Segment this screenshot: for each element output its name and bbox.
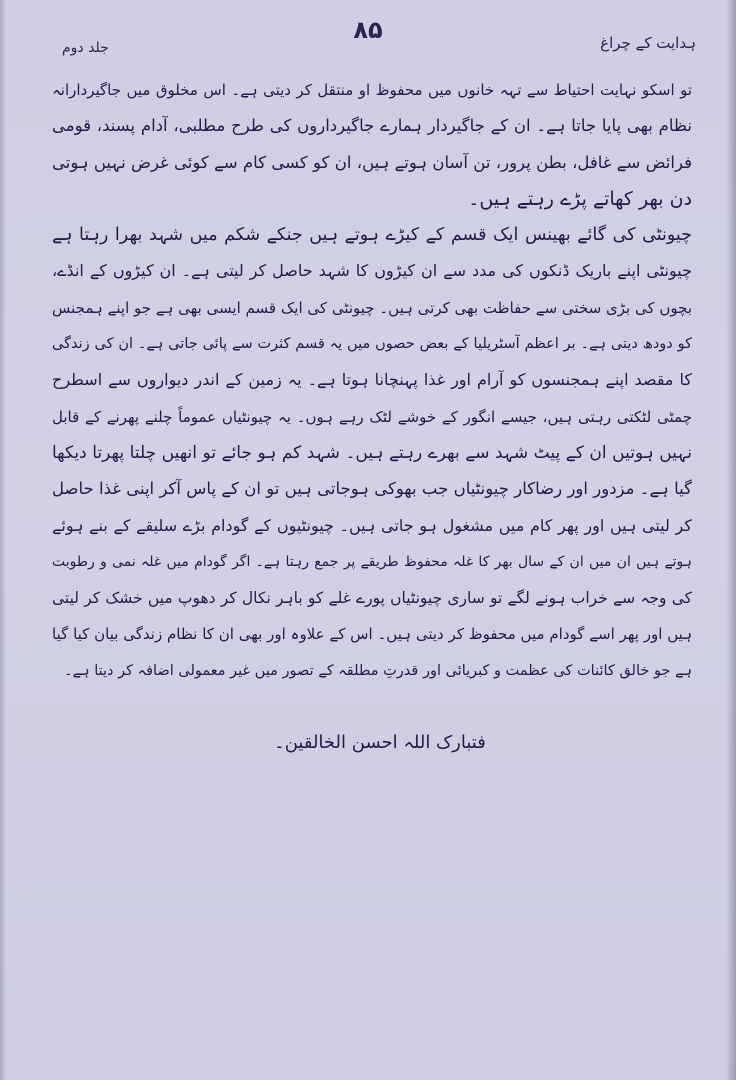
text-line: چیونٹی اپنے باریک ڈنکوں کی مدد سے ان کیڑوں کا شہد حاصل کر لیتی ہے۔ ان کیڑوں کے انڈے،: [52, 261, 692, 281]
text-line: چیونٹی کی گائے بھینس ایک قسم کے کیڑے ہوتے ہیں جنکے شکم میں شہد بھرا رہتا ہے: [52, 225, 692, 246]
text-line: کو دودھ دیتی ہے۔ بر اعظم آسٹریلیا کے بعض حصوں میں یہ قسم کثرت سے پائی جاتی ہے۔ ان کی زندگی: [52, 336, 692, 353]
text-line: نظام بھی پایا جاتا ہے۔ ان کے جاگیردار ہمارے جاگیرداروں کی طرح مطلبی، آدام پسند، قومی: [52, 116, 692, 136]
text-line: کی وجہ سے خراب ہونے لگے تو ساری چیونٹیاں پورے غلے کو باہر نکال کر دھوپ میں خشک کر لیتی: [52, 589, 692, 608]
body-text: [52, 72, 692, 689]
text-line: ہے جو خالق کائنات کی عظمت و کبریائی اور قدرتِ مطلقہ کے تصور میں غیر معمولی اضافہ کر دیتا ہے۔: [64, 662, 692, 679]
volume-label: جلد دوم: [62, 40, 109, 56]
text-line: ہوتے ہیں ان میں ان کے سال بھر کا غلہ محفوظ طریقے پر جمع رہتا ہے۔ اگر گودام میں غلہ نمی و رطوبت: [52, 553, 692, 570]
text-line: چمٹی لٹکتی رہتی ہیں، جیسے انگور کے خوشے لٹک رہے ہوں۔ یہ چیونٹیاں عموماً چلنے پھرنے کے قابل: [52, 407, 692, 426]
book-title: ہدایت کے چراغ: [600, 34, 696, 52]
page-header: [40, 16, 696, 60]
text-line: دن بھر کھاتے پڑے رہتے ہیں۔: [468, 187, 692, 210]
text-line: نہیں ہوتیں ان کے پیٹ شہد سے بھرے رہتے ہیں۔ شہد کم ہو جائے تو انھیں چلتا پھرتا دیکھا: [52, 442, 692, 463]
text-line: ہیں اور پھر اسے گودام میں محفوظ کر دیتی ہیں۔ اس کے علاوہ اور بھی ان کا نظام زندگی بیان کیا گیا: [52, 625, 692, 644]
text-line: فرائض سے غافل، بطن پرور، تن آسان ہوتے ہیں، ان کو کسی کام سے کوئی غرض نہیں ہوتی: [52, 152, 692, 172]
page-number: ۸۵: [353, 16, 383, 44]
text-line: گیا ہے۔ مزدور اور رضاکار چیونٹیاں جب بھوکی ہوجاتی ہیں تو ان کے پاس آکر اپنی غذا حاصل: [52, 479, 692, 499]
text-line: بچوں کی بڑی سختی سے حفاظت بھی کرتی ہیں۔ چیونٹی کی ایک قسم ایسی بھی ہے جو اپنے ہمجنس: [52, 298, 692, 317]
text-line: کا مقصد اپنے ہمجنسوں کو آرام اور غذا پہنچانا ہوتا ہے۔ یہ زمین کے اندر دیواروں سے اسطرح: [52, 370, 692, 390]
text-line: تو اسکو نہایت احتیاط سے تہہ خانوں میں محفوظ او منتقل کر دیتی ہے۔ اس مخلوق میں جاگیردارانہ: [52, 81, 692, 99]
text-line: کر لیتی ہیں اور پھر کام میں مشغول ہو جاتی ہیں۔ چیونٹیوں کے گودام بڑے سلیقے کے بنے ہوئے: [52, 515, 692, 535]
closing-verse: فتبارک اللہ احسن الخالقین۔: [274, 732, 486, 753]
